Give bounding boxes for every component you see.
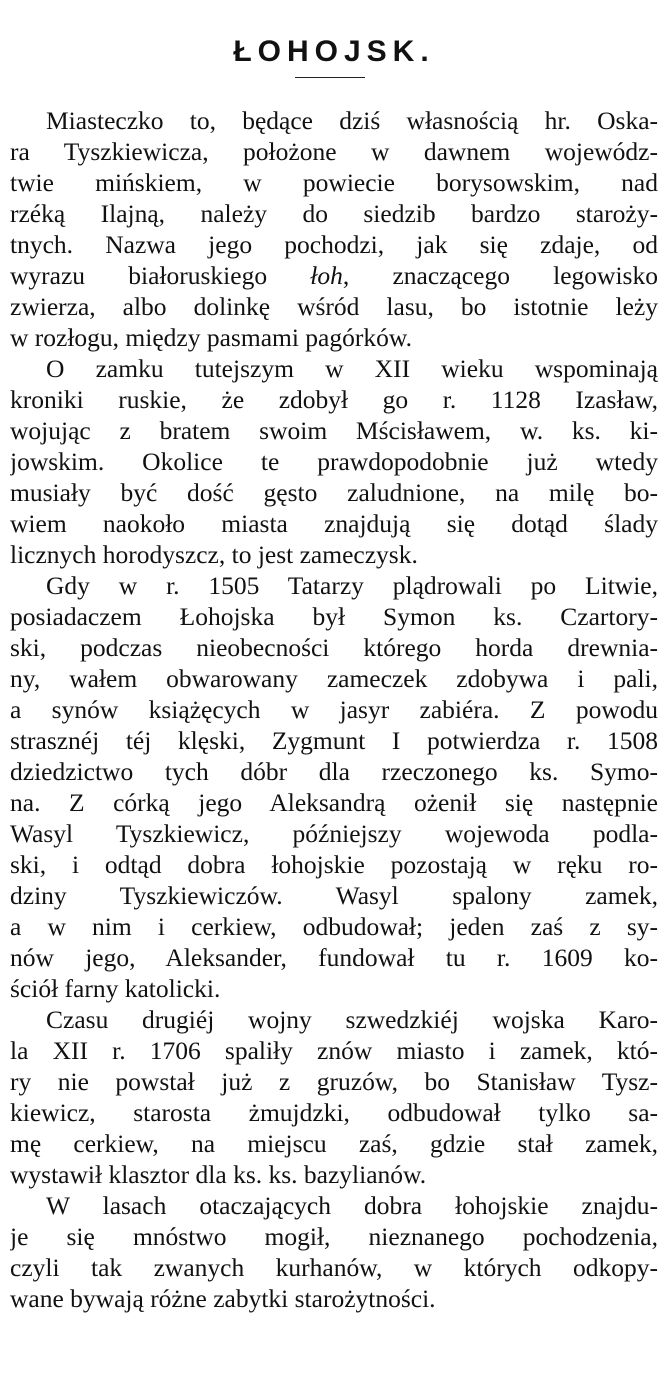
text-line: wiem naokoło miasta znajdują się dotąd ślady [10, 509, 658, 538]
text-line: dziny Tyszkiewiczów. Wasyl spalony zamek, [10, 881, 658, 910]
text-line: wane bywają różne zabytki starożytności. [10, 1284, 436, 1313]
text-line: a synów książęcych w jasyr zabiéra. Z powodu [10, 695, 658, 724]
text-line: w rozłogu, między pasmami pagórków. [10, 323, 412, 352]
text-line: ra Tyszkiewicza, położone w dawnem wojewódz- [10, 137, 658, 166]
page-title: ŁOHOJSK. [233, 35, 435, 69]
text-line: kiewicz, starosta żmujdzki, odbudował tylko sa- [10, 1098, 658, 1127]
text-line: mę cerkiew, na miejscu zaś, gdzie stał zamek, [10, 1129, 658, 1158]
paragraph [10, 1004, 658, 1190]
paragraph [10, 1190, 658, 1314]
text-line: wyrazu białoruskiego łoh, znaczącego legowisko [10, 261, 658, 290]
text-line: a w nim i cerkiew, odbudował; jeden zaś z sy- [10, 912, 658, 941]
text-line: jowskim. Okolice te prawdopodobnie już wtedy [10, 447, 658, 476]
text-line: ściół farny katolicki. [10, 974, 221, 1003]
text-line: ny, wałem obwarowany zameczek zdobywa i pali, [10, 664, 658, 693]
text-line: ski, i odtąd dobra łohojskie pozostają w ręku ro- [10, 850, 658, 879]
text-line: czyli tak zwanych kurhanów, w których odkopy- [10, 1253, 658, 1282]
text-line: Czasu drugiéj wojny szwedzkiéj wojska Karo- [46, 1005, 658, 1034]
paragraph [10, 105, 658, 353]
title-divider [295, 77, 365, 78]
text-line: O zamku tutejszym w XII wieku wspominają [46, 354, 658, 383]
text-line: rzéką Ilajną, należy do siedzib bardzo staroży- [10, 199, 658, 228]
text-line: na. Z córką jego Aleksandrą ożenił się następnie [10, 788, 658, 817]
text-line: la XII r. 1706 spaliły znów miasto i zamek, któ- [10, 1036, 658, 1065]
article-body [10, 105, 658, 1314]
text-line: zwierza, albo dolinkę wśród lasu, bo istotnie leży [10, 292, 658, 321]
text-line: je się mnóstwo mogił, nieznanego pochodzenia, [10, 1222, 658, 1251]
text-line: nów jego, Aleksander, fundował tu r. 1609 ko- [10, 943, 658, 972]
text-line: posiadaczem Łohojska był Symon ks. Czartory- [10, 602, 658, 631]
text-line: Miasteczko to, będące dziś własnością hr. Oska- [46, 106, 658, 135]
text-line: musiały być dość gęsto zaludnione, na milę bo- [10, 478, 658, 507]
text-line: wystawił klasztor dla ks. ks. bazylianów. [10, 1160, 427, 1189]
text-line: ski, podczas nieobecności którego horda drewnia- [10, 633, 658, 662]
text-line: kroniki ruskie, że zdobył go r. 1128 Izasław, [10, 385, 658, 414]
text-line: Gdy w r. 1505 Tatarzy plądrowali po Litwie, [46, 571, 658, 600]
text-line: Wasyl Tyszkiewicz, późniejszy wojewoda podla- [10, 819, 658, 848]
text-line: dziedzictwo tych dóbr dla rzeczonego ks. Symo- [10, 757, 658, 786]
text-line: licznych horodyszcz, to jest zameczysk. [10, 540, 418, 569]
text-line: tnych. Nazwa jego pochodzi, jak się zdaje, od [10, 230, 658, 259]
text-line: wojując z bratem swoim Mścisławem, w. ks. ki- [10, 416, 658, 445]
text-line: ry nie powstał już z gruzów, bo Stanisław Tysz- [10, 1067, 658, 1096]
paragraph [10, 570, 658, 1004]
text-line: W lasach otaczających dobra łohojskie znajdu- [46, 1191, 658, 1220]
text-line: twie mińskiem, w powiecie borysowskim, nad [10, 168, 658, 197]
italic-word: łoh [310, 261, 343, 290]
paragraph [10, 353, 658, 570]
text-line: strasznéj téj klęski, Zygmunt I potwierdza r. 1508 [10, 726, 658, 755]
